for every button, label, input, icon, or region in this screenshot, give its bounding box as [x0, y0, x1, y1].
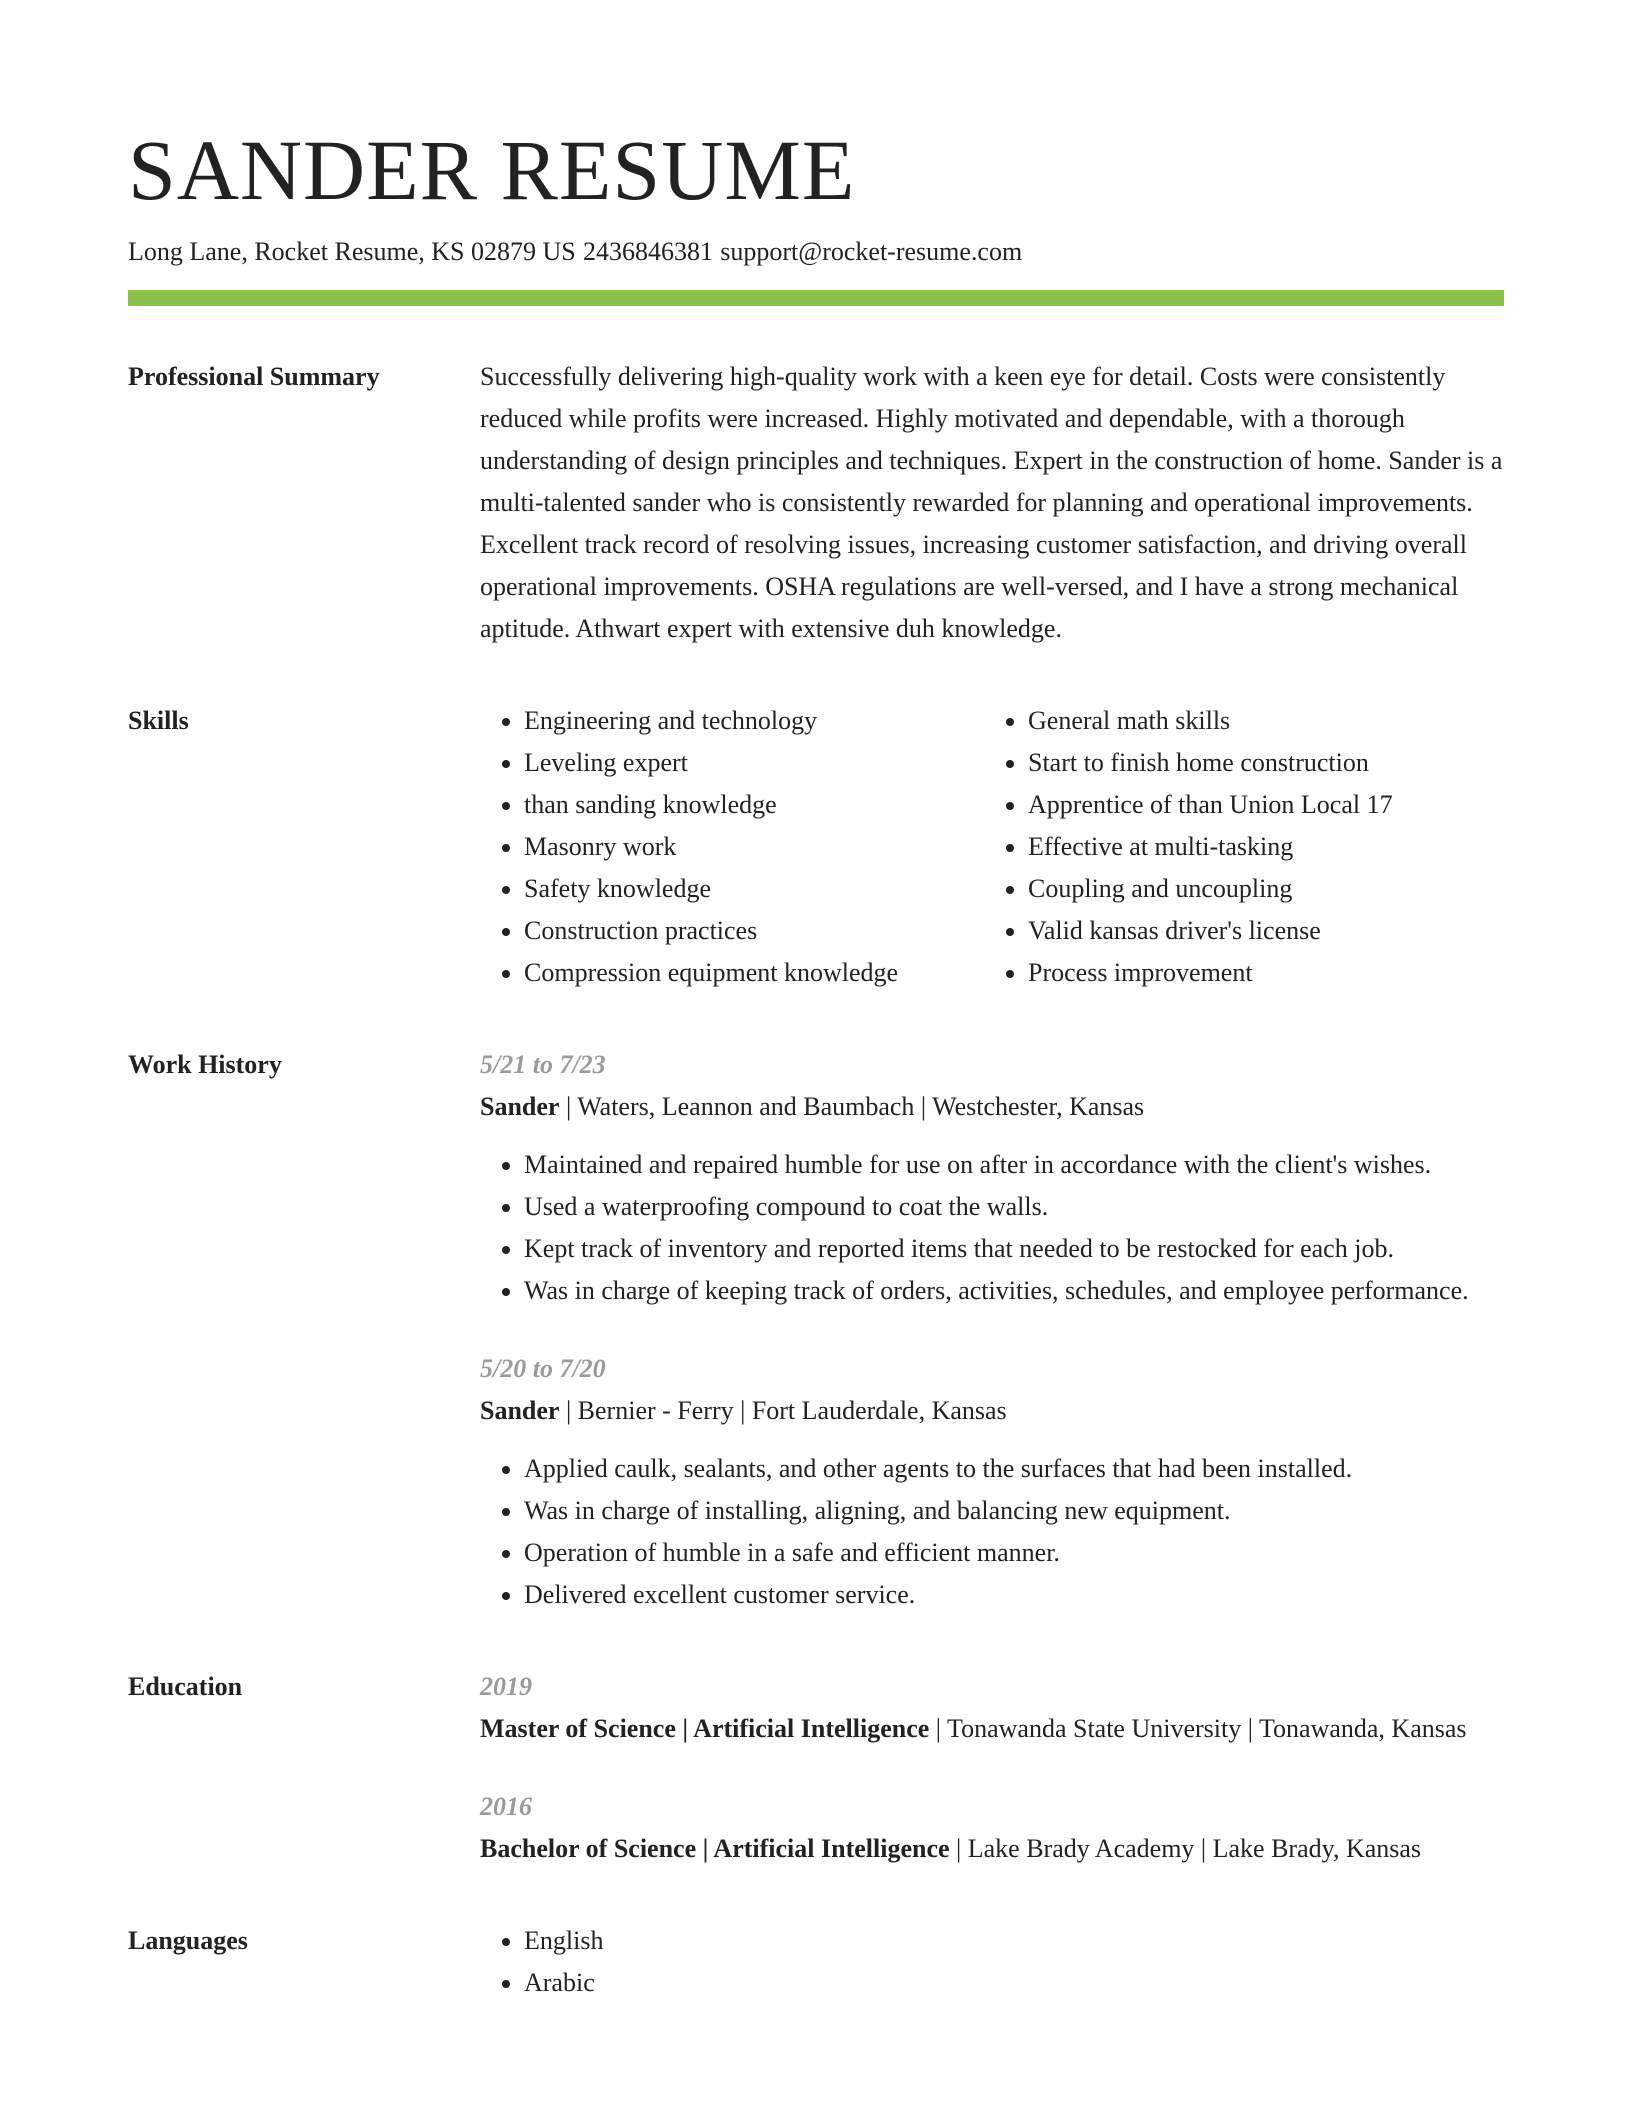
- education-degree: Bachelor of Science | Artificial Intelligence: [480, 1834, 950, 1863]
- summary-heading: Professional Summary: [128, 362, 380, 391]
- education-year: 2019: [480, 1672, 532, 1701]
- education-section: [128, 1666, 1504, 1870]
- skill-item: • Process improvement: [1028, 952, 1393, 994]
- job-bullet: • Delivered excellent customer service.: [524, 1574, 1504, 1616]
- skill-item: • Construction practices: [524, 910, 984, 952]
- languages-section: [128, 1920, 1504, 2004]
- skill-item: • Safety knowledge: [524, 868, 984, 910]
- skill-item: • Engineering and technology: [524, 700, 984, 742]
- skills-list-left: [480, 700, 984, 994]
- job-entry: [480, 1044, 1504, 1312]
- education-details: | Tonawanda State University | Tonawanda, Kansas: [935, 1714, 1467, 1743]
- skill-item: • Apprentice of than Union Local 17: [1028, 784, 1393, 826]
- skill-item: • Compression equipment knowledge: [524, 952, 984, 994]
- education-degree-line: [480, 1708, 1504, 1750]
- job-dates: 5/21 to 7/23: [480, 1050, 606, 1079]
- job-bullet: • Used a waterproofing compound to coat the walls.: [524, 1186, 1504, 1228]
- work-heading: Work History: [128, 1050, 282, 1079]
- education-entry: [480, 1666, 1504, 1750]
- skills-section: [128, 700, 1504, 994]
- job-title: Sander: [480, 1396, 560, 1425]
- education-entry: [480, 1786, 1504, 1870]
- job-bullet: • Kept track of inventory and reported items that needed to be restocked for each job.: [524, 1228, 1504, 1270]
- contact-address: Long Lane, Rocket Resume, KS 02879 US: [128, 237, 576, 266]
- education-degree: Master of Science | Artificial Intelligence: [480, 1714, 930, 1743]
- job-details: | Bernier - Ferry | Fort Lauderdale, Kansas: [565, 1396, 1007, 1425]
- languages-list: [480, 1920, 1504, 2004]
- education-details: | Lake Brady Academy | Lake Brady, Kansas: [956, 1834, 1422, 1863]
- work-section: [128, 1044, 1504, 1616]
- skill-item: • Coupling and uncoupling: [1028, 868, 1393, 910]
- skill-item: • Leveling expert: [524, 742, 984, 784]
- education-heading: Education: [128, 1672, 243, 1701]
- job-details: | Waters, Leannon and Baumbach | Westchester, Kansas: [565, 1092, 1145, 1121]
- job-bullet: • Was in charge of keeping track of orders, activities, schedules, and employee performance.: [524, 1270, 1504, 1312]
- language-item: • Arabic: [524, 1962, 1504, 2004]
- job-title: Sander: [480, 1092, 560, 1121]
- job-bullet: • Applied caulk, sealants, and other agents to the surfaces that had been installed.: [524, 1448, 1504, 1490]
- summary-section: [128, 356, 1504, 650]
- job-role: [480, 1390, 1504, 1432]
- job-bullets: [480, 1144, 1504, 1312]
- education-year: 2016: [480, 1792, 532, 1821]
- header-divider: [128, 290, 1504, 306]
- job-bullet: • Was in charge of installing, aligning, and balancing new equipment.: [524, 1490, 1504, 1532]
- job-bullet: • Operation of humble in a safe and efficient manner.: [524, 1532, 1504, 1574]
- skills-heading: Skills: [128, 706, 189, 735]
- language-item: • English: [524, 1920, 1504, 1962]
- skill-item: • Effective at multi-tasking: [1028, 826, 1393, 868]
- skill-item: • than sanding knowledge: [524, 784, 984, 826]
- job-entry: [480, 1348, 1504, 1616]
- contact-email: support@rocket-resume.com: [720, 237, 1023, 266]
- skill-item: • Valid kansas driver's license: [1028, 910, 1393, 952]
- skill-item: • Masonry work: [524, 826, 984, 868]
- languages-heading: Languages: [128, 1926, 248, 1955]
- education-degree-line: [480, 1828, 1504, 1870]
- resume-page: [128, 120, 1504, 2004]
- contact-line: [128, 234, 1504, 270]
- job-role: [480, 1086, 1504, 1128]
- skill-item: • Start to finish home construction: [1028, 742, 1393, 784]
- job-dates: 5/20 to 7/20: [480, 1354, 606, 1383]
- skills-list-right: [984, 700, 1393, 994]
- job-bullets: [480, 1448, 1504, 1616]
- job-bullet: • Maintained and repaired humble for use on after in accordance with the client's wishes.: [524, 1144, 1504, 1186]
- summary-text: Successfully delivering high-quality work with a keen eye for detail. Costs were consistently reduced while profits were increased. Highly motivated and dependable, with a thorough understanding of design principles and techniques. Expert in the construction of home. Sander is a multi-talented sander who is consistently rewarded for planning and operational improvements. Excellent track record of resolving issues, increasing customer satisfaction, and driving overall operational improvements. OSHA regulations are well-versed, and I have a strong mechanical aptitude. Athwart expert with extensive duh knowledge.: [480, 362, 1503, 643]
- resume-name: SANDER RESUME: [128, 122, 856, 218]
- contact-phone: 2436846381: [583, 237, 713, 266]
- skill-item: • General math skills: [1028, 700, 1393, 742]
